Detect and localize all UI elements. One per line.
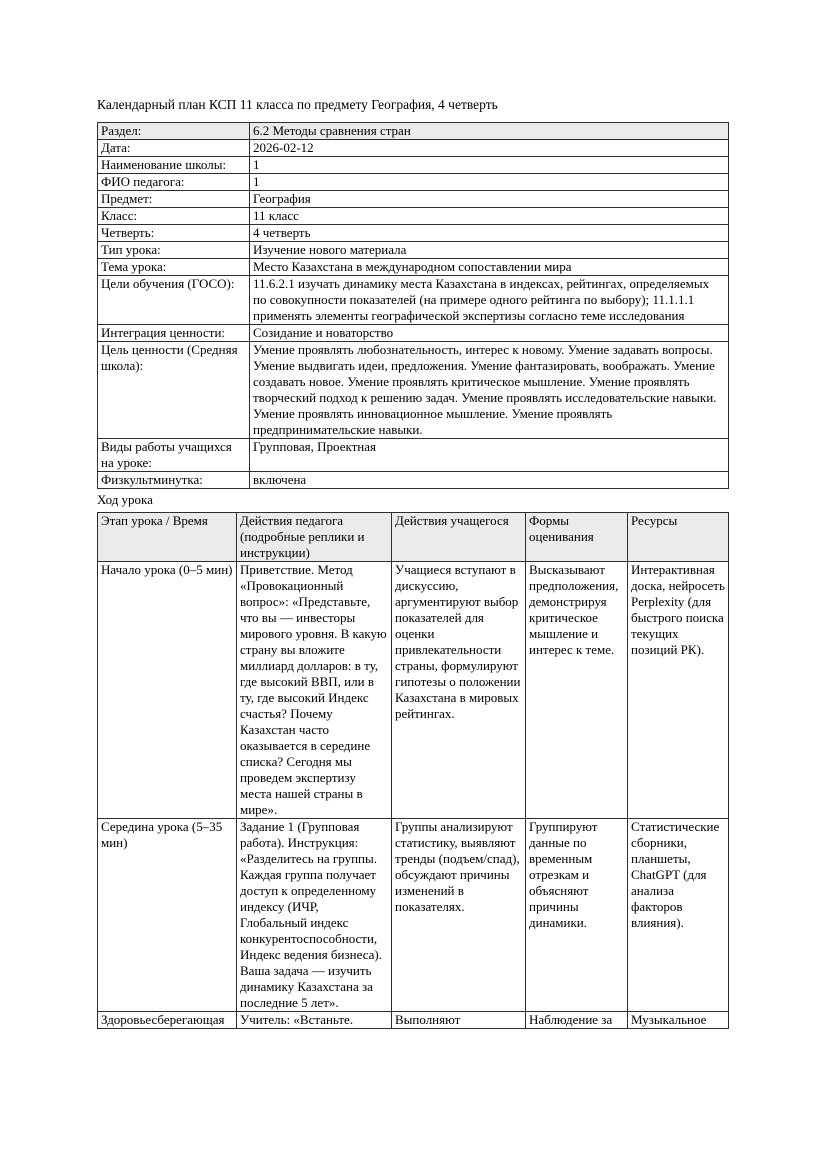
header-cell-stage: Этап урока / Время <box>98 513 237 562</box>
assessment-cell: Наблюдение за <box>526 1012 628 1029</box>
info-value: 6.2 Методы сравнения стран <box>250 123 729 140</box>
header-cell-teacher-actions: Действия педагога (подробные реплики и инструкции) <box>237 513 392 562</box>
info-value: География <box>250 191 729 208</box>
assessment-cell: Высказывают предположения, демонстрируя критическое мышление и интерес к теме. <box>526 562 628 819</box>
info-label: Тип урока: <box>98 242 250 259</box>
info-value: 1 <box>250 174 729 191</box>
info-row <box>98 174 729 191</box>
info-label: Виды работы учащихся на уроке: <box>98 439 250 472</box>
info-row <box>98 276 729 325</box>
info-row <box>98 242 729 259</box>
info-row <box>98 259 729 276</box>
header-cell-student-actions: Действия учащегося <box>392 513 526 562</box>
info-row <box>98 123 729 140</box>
info-label: Наименование школы: <box>98 157 250 174</box>
teacher-actions-cell: Задание 1 (Групповая работа). Инструкция: «Разделитесь на группы. Каждая группа получает доступ к определенному индексу (ИЧР, Глобальный индекс конкурентоспособности, Индекс ведения бизнеса). Ваша задача — изучить динамику Казахстана за последние 5 лет». <box>237 819 392 1012</box>
info-label: Цель ценности (Средняя школа): <box>98 342 250 439</box>
info-row <box>98 439 729 472</box>
header-cell-assessment: Формы оценивания <box>526 513 628 562</box>
info-value: 11 класс <box>250 208 729 225</box>
info-row <box>98 140 729 157</box>
resources-cell: Музыкальное <box>628 1012 729 1029</box>
student-actions-cell: Учащиеся вступают в дискуссию, аргументируют выбор показателей для оценки привлекательности страны, формулируют гипотезы о положении Казахстана в мировых рейтингах. <box>392 562 526 819</box>
info-label: Физкультминутка: <box>98 472 250 489</box>
lesson-row-health-truncated <box>98 1012 729 1029</box>
stage-cell: Середина урока (5–35 мин) <box>98 819 237 1012</box>
info-label: Интеграция ценности: <box>98 325 250 342</box>
info-value: включена <box>250 472 729 489</box>
info-value: Место Казахстана в международном сопоставлении мира <box>250 259 729 276</box>
teacher-actions-cell: Приветствие. Метод «Провокационный вопрос»: «Представьте, что вы — инвесторы мирового уровня. В какую страну вы вложите миллиард долларов: в ту, где высокий ВВП, или в ту, где высокий Индекс счастья? Почему Казахстан часто оказывается в середине списка? Сегодня мы проведем экспертизу места нашей страны в мире». <box>237 562 392 819</box>
stage-cell: Здоровьесберегающая <box>98 1012 237 1029</box>
info-label: Цели обучения (ГОСО): <box>98 276 250 325</box>
lesson-row-middle <box>98 819 729 1012</box>
info-row <box>98 208 729 225</box>
info-row <box>98 225 729 242</box>
info-row <box>98 157 729 174</box>
document-content <box>97 97 728 1029</box>
info-value: 11.6.2.1 изучать динамику места Казахстана в индексах, рейтингах, определяемых по совокупности показателей (на примере одного рейтинга по выбору); 11.1.1.1 применять элементы географической экспертизы согласно теме исследования <box>250 276 729 325</box>
info-label: ФИО педагога: <box>98 174 250 191</box>
lesson-header-row <box>98 513 729 562</box>
section-heading-lesson-flow: Ход урока <box>97 492 153 507</box>
info-row <box>98 342 729 439</box>
info-value: Умение проявлять любознательность, интерес к новому. Умение задавать вопросы. Умение выдвигать идеи, предложения. Умение фантазировать, воображать. Умение создавать новое. Умение проявлять критическое мышление. Умение проявлять творческий подход к решению задач. Умение проявлять исследовательские навыки. Умение проявлять инновационное мышление. Умение проявлять предпринимательские навыки. <box>250 342 729 439</box>
info-value: 4 четверть <box>250 225 729 242</box>
info-value: Групповая, Проектная <box>250 439 729 472</box>
student-actions-cell: Группы анализируют статистику, выявляют тренды (подъем/спад), обсуждают причины изменений в показателях. <box>392 819 526 1012</box>
info-label: Дата: <box>98 140 250 157</box>
info-row <box>98 325 729 342</box>
info-row <box>98 191 729 208</box>
student-actions-cell: Выполняют <box>392 1012 526 1029</box>
resources-cell: Интерактивная доска, нейросеть Perplexity (для быстрого поиска текущих позиций РК). <box>628 562 729 819</box>
info-row <box>98 472 729 489</box>
info-value: 2026-02-12 <box>250 140 729 157</box>
info-value: Изучение нового материала <box>250 242 729 259</box>
info-label: Раздел: <box>98 123 250 140</box>
lesson-flow-table <box>97 512 729 1029</box>
info-label: Тема урока: <box>98 259 250 276</box>
info-value: 1 <box>250 157 729 174</box>
teacher-actions-cell: Учитель: «Встаньте. <box>237 1012 392 1029</box>
header-cell-resources: Ресурсы <box>628 513 729 562</box>
info-label: Класс: <box>98 208 250 225</box>
document-title: Календарный план КСП 11 класса по предмету География, 4 четверть <box>97 97 498 112</box>
info-label: Предмет: <box>98 191 250 208</box>
info-label: Четверть: <box>98 225 250 242</box>
lesson-row-start <box>98 562 729 819</box>
info-value: Созидание и новаторство <box>250 325 729 342</box>
stage-cell: Начало урока (0–5 мин) <box>98 562 237 819</box>
resources-cell: Статистические сборники, планшеты, ChatGPT (для анализа факторов влияния). <box>628 819 729 1012</box>
info-table <box>97 122 729 489</box>
assessment-cell: Группируют данные по временным отрезкам и объясняют причины динамики. <box>526 819 628 1012</box>
